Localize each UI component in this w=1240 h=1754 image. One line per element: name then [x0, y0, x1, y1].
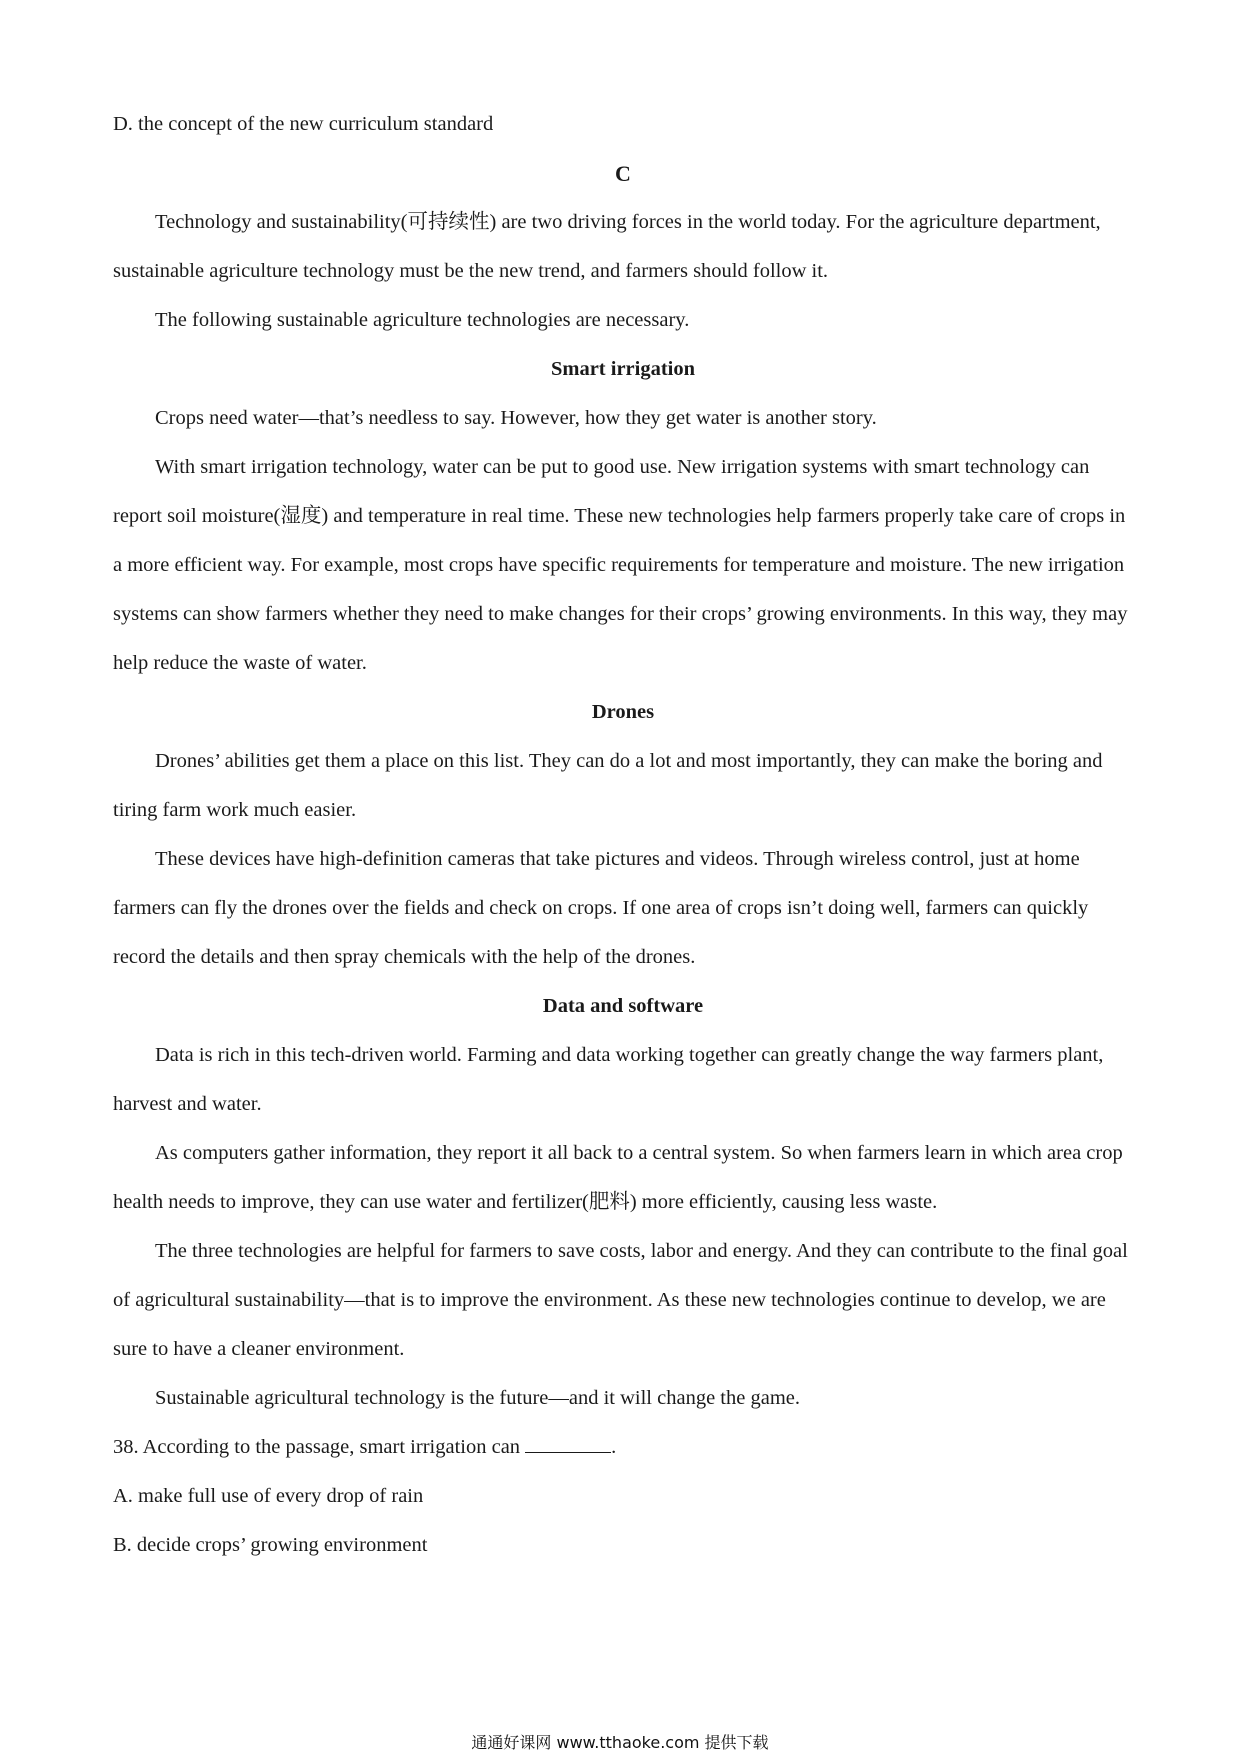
- data-paragraph-2: As computers gather information, they report it all back to a central system. So when farmers learn in which area crop health needs to improve, they can use water and fertilizer(肥料) more efficiently, causing less waste.: [113, 1142, 1123, 1213]
- question-38-option-b: B. decide crops’ growing environment: [113, 1534, 428, 1556]
- intro-paragraph-2: The following sustainable agriculture technologies are necessary.: [155, 309, 690, 331]
- intro-paragraph-1: Technology and sustainability(可持续性) are two driving forces in the world today. For the agriculture department, sustainable agriculture technology must be the new trend, and farmers should follow it.: [113, 211, 1101, 282]
- question-38-stem: [113, 1423, 1133, 1472]
- passage-letter: C: [615, 161, 631, 186]
- drones-paragraph-2: These devices have high-definition cameras that take pictures and videos. Through wireless control, just at home farmers can fly the drones over the fields and check on crops. If one area of crops isn’t doing well, farmers can quickly record the details and then spray chemicals with the help of the drones.: [113, 848, 1089, 968]
- question-stem-end: .: [611, 1436, 617, 1458]
- section-heading-data-software: Data and software: [542, 995, 704, 1017]
- question-stem-text: 38. According to the passage, smart irrigation can: [113, 1436, 526, 1458]
- answer-blank: [525, 1438, 611, 1453]
- data-paragraph-4: Sustainable agricultural technology is the future—and it will change the game.: [155, 1387, 800, 1409]
- question-38-option-a: A. make full use of every drop of rain: [113, 1485, 424, 1507]
- data-paragraph-3: The three technologies are helpful for farmers to save costs, labor and energy. And they can contribute to the final goal of agricultural sustainability—that is to improve the environment. As these new technologies continue to develop, we are sure to have a cleaner environment.: [113, 1240, 1128, 1360]
- smart-irrigation-paragraph-2: With smart irrigation technology, water can be put to good use. New irrigation systems with smart technology can report soil moisture(湿度) and temperature in real time. These new technologies help farmers properly take care of crops in a more efficient way. For example, most crops have specific requirements for temperature and moisture. The new irrigation systems can show farmers whether they need to make changes for their crops’ growing environments. In this way, they may help reduce the waste of water.: [113, 456, 1128, 674]
- page-footer-watermark: 通通好课网 www.tthaoke.com 提供下载: [471, 1733, 769, 1752]
- section-heading-drones: Drones: [591, 701, 655, 723]
- smart-irrigation-paragraph-1: Crops need water—that’s needless to say. However, how they get water is another story.: [155, 407, 877, 429]
- document-page: [113, 100, 1133, 1570]
- previous-option-d: D. the concept of the new curriculum standard: [113, 113, 494, 135]
- section-heading-smart-irrigation: Smart irrigation: [550, 358, 696, 380]
- data-paragraph-1: Data is rich in this tech-driven world. Farming and data working together can greatly change the way farmers plant, harvest and water.: [113, 1044, 1104, 1115]
- drones-paragraph-1: Drones’ abilities get them a place on this list. They can do a lot and most importantly, they can make the boring and tiring farm work much easier.: [113, 750, 1103, 821]
